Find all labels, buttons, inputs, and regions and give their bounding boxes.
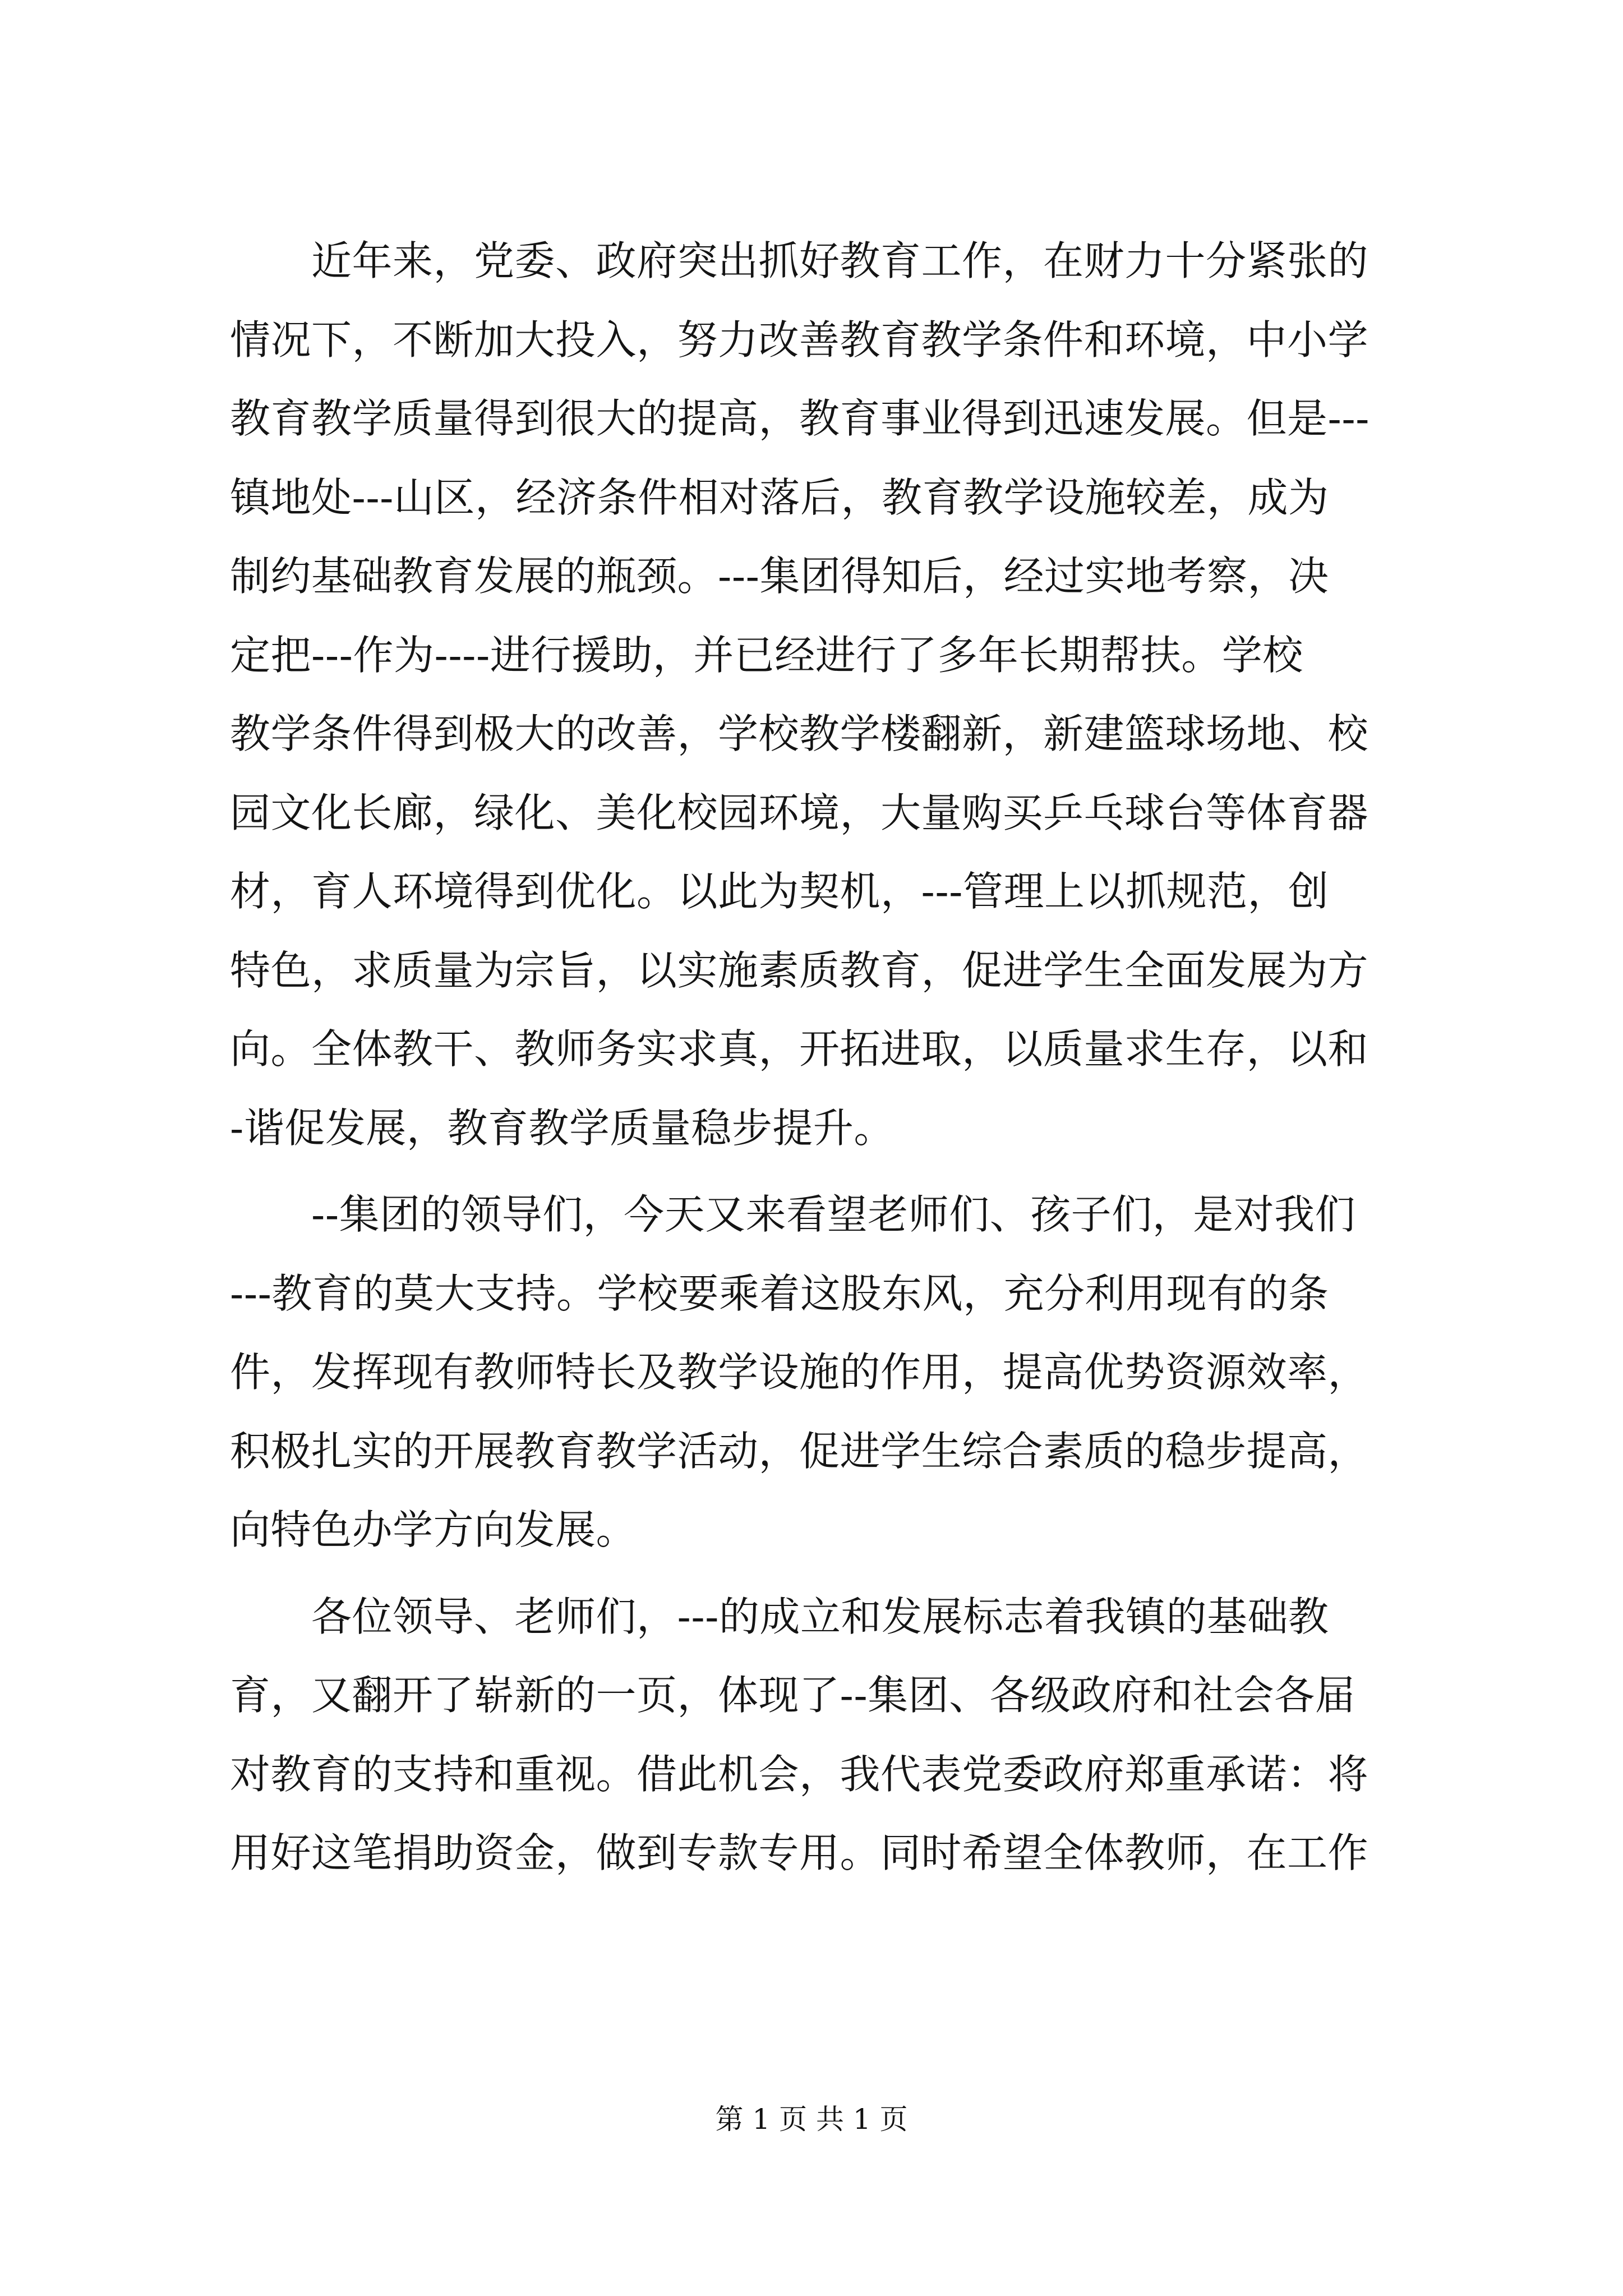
paragraph-spacer <box>230 1167 1414 1175</box>
document-body <box>230 222 1414 1893</box>
paragraph-2-line-4: 积极扎实的开展教育教学活动，促进学生综合素质的稳步提高， <box>230 1427 1369 1475</box>
paragraph-1-line-7: 教学条件得到极大的改善，学校教学楼翻新，新建篮球场地、校 <box>230 710 1369 757</box>
paragraph-1-line-6: 定把---作为----进行援助，并已经进行了多年长期帮扶。学校 <box>230 631 1303 679</box>
paragraph-1-line-4: 镇地处---山区，经济条件相对落后，教育教学设施较差，成为 <box>230 473 1329 521</box>
paragraph-1-line-3: 教育教学质量得到很大的提高，教育事业得到迅速发展。但是--- <box>230 395 1370 442</box>
paragraph-2-line-2: ---教育的莫大支持。学校要乘着这股东风，充分利用现有的条 <box>230 1269 1329 1317</box>
paragraph-1-line-8: 园文化长廊，绿化、美化校园环境，大量购买乒乓球台等体育器 <box>230 789 1369 836</box>
paragraph-1-line-5: 制约基础教育发展的瓶颈。---集团得知后，经过实地考察，决 <box>230 553 1329 600</box>
paragraph-3-line-1: 各位领导、老师们，---的成立和发展标志着我镇的基础教 <box>230 1593 1329 1640</box>
page-number-footer: 第 1 页 共 1 页 <box>715 2103 908 2136</box>
paragraph-1-line-2: 情况下，不断加大投入，努力改善教育教学条件和环境，中小学 <box>230 316 1369 364</box>
paragraph-1-line-11: 向。全体教干、教师务实求真，开拓进取，以质量求生存，以和 <box>230 1025 1369 1073</box>
paragraph-1-line-1: 近年来，党委、政府突出抓好教育工作，在财力十分紧张的 <box>230 237 1369 284</box>
paragraph-1-line-10: 特色，求质量为宗旨，以实施素质教育，促进学生全面发展为方 <box>230 946 1369 994</box>
paragraph-3-line-2: 育，又翻开了崭新的一页，体现了--集团、各级政府和社会各届 <box>230 1672 1356 1719</box>
paragraph-1-line-12: -谐促发展，教育教学质量稳步提升。 <box>230 1104 895 1152</box>
paragraph-2-line-3: 件，发挥现有教师特长及教学设施的作用，提高优势资源效率， <box>230 1349 1369 1396</box>
paragraph-spacer <box>230 1570 1414 1577</box>
paragraph-3-line-3: 对教育的支持和重视。借此机会，我代表党委政府郑重承诺：将 <box>230 1750 1369 1798</box>
paragraph-2-line-1: --集团的领导们，今天又来看望老师们、孩子们，是对我们 <box>230 1191 1356 1238</box>
paragraph-3-line-4: 用好这笔捐助资金，做到专款专用。同时希望全体教师，在工作 <box>230 1829 1369 1876</box>
paragraph-2-line-5: 向特色办学方向发展。 <box>230 1506 637 1553</box>
paragraph-1-line-9: 材，育人环境得到优化。以此为契机，---管理上以抓规范，创 <box>230 868 1329 915</box>
